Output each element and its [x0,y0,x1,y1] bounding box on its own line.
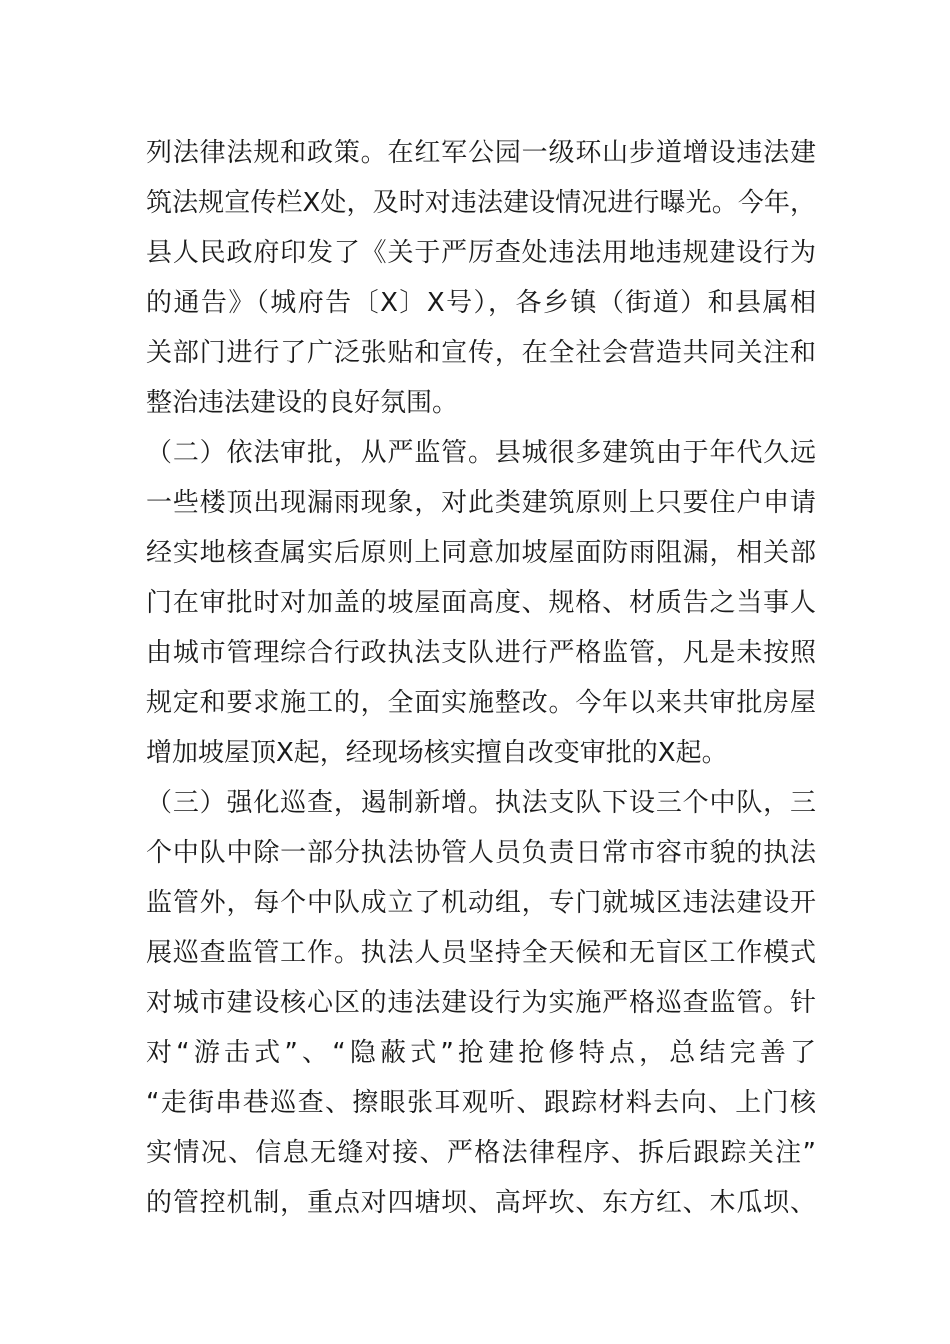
text-line-15: 个中队中除一部分执法协管人员负责日常市容市貌的执法 [146,838,816,868]
text-line-11: 由城市管理综合行政执法支队进行严格监管，凡是未按照 [146,638,816,668]
text-line-13: 增加坡屋顶X起，经现场核实擅自改变审批的X起。 [146,738,728,768]
text-line-3: 县人民政府印发了《关于严厉查处违法用地违规建设行为 [146,238,816,268]
text-line-19: 对“游击式”、“隐蔽式”抢建抢修特点，总结完善了 [146,1038,816,1068]
text-line-12: 规定和要求施工的，全面实施整改。今年以来共审批房屋 [146,688,816,718]
text-line-4: 的通告》（城府告〔X〕X号），各乡镇（街道）和县属相 [146,288,816,318]
text-line-22: 的管控机制，重点对四塘坝、高坪坎、东方红、木瓜坝、 [146,1188,816,1218]
text-line-2: 筑法规宣传栏X处，及时对违法建设情况进行曝光。今年， [146,188,816,218]
text-line-18: 对城市建设核心区的违法建设行为实施严格巡查监管。针 [146,988,816,1018]
text-line-20: “走街串巷巡查、擦眼张耳观听、跟踪材料去向、上门核 [146,1088,816,1118]
text-line-16: 监管外，每个中队成立了机动组，专门就城区违法建设开 [146,888,816,918]
text-line-17: 展巡查监管工作。执法人员坚持全天候和无盲区工作模式 [146,938,816,968]
body-text [146,128,816,1228]
text-line-5: 关部门进行了广泛张贴和宣传，在全社会营造共同关注和 [146,338,816,368]
text-line-6: 整治违法建设的良好氛围。 [146,388,459,418]
section-3-heading-line: （三）强化巡查，遏制新增。执法支队下设三个中队，三 [146,788,816,818]
text-line-9: 经实地核查属实后原则上同意加坡屋面防雨阻漏，相关部 [146,538,816,568]
section-2-heading-line: （二）依法审批，从严监管。县城很多建筑由于年代久远 [146,438,816,468]
text-line-8: 一些楼顶出现漏雨现象，对此类建筑原则上只要住户申请 [146,488,816,518]
text-line-21: 实情况、信息无缝对接、严格法律程序、拆后跟踪关注” [146,1138,816,1168]
text-line-10: 门在审批时对加盖的坡屋面高度、规格、材质告之当事人 [146,588,816,618]
text-line-1: 列法律法规和政策。在红军公园一级环山步道增设违法建 [146,138,816,168]
